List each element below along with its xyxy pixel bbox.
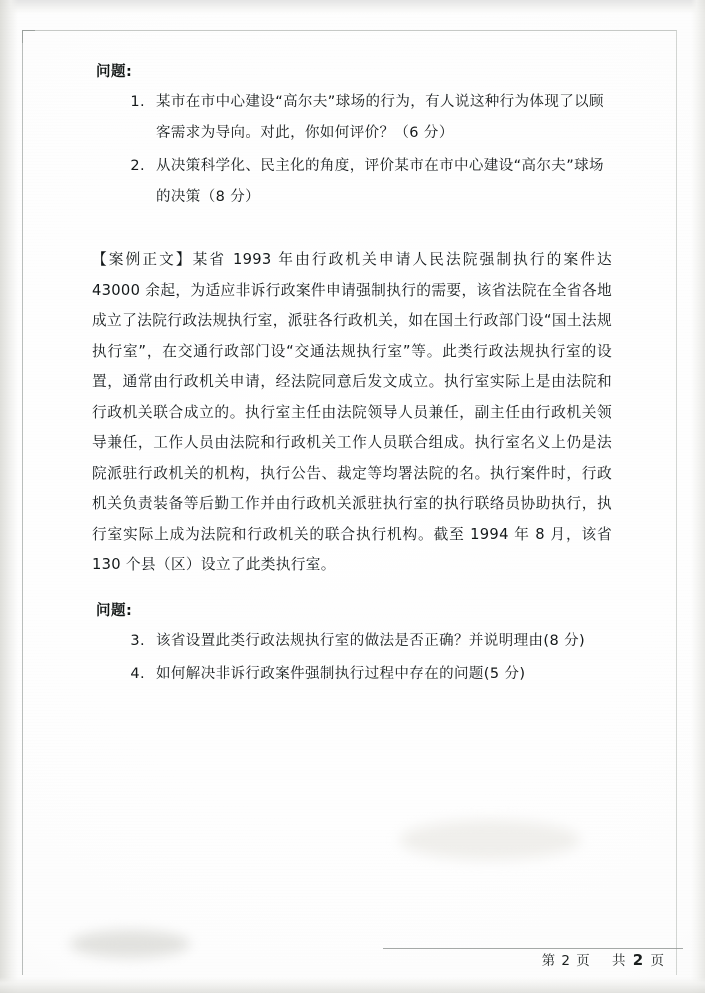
questions-section-one <box>92 60 612 213</box>
footer-page-suffix: 页 <box>650 953 665 969</box>
footer-total-label: 共 <box>611 953 627 969</box>
case-paragraph: 【案例正文】某省 1993 年由行政机关申请人民法院强制执行的案件达 43000 余起，为适应非诉行政案件申请强制执行的需要，该省法院在全省各地成立了法院行政法规执行室，派驻各行政机关，如在国土行政部门设“国土法规执行室”，在交通行政部门设“交通法规执行室”等。此类行政法规执行室的设置，通常由行政机关申请，经法院同意后发文成立。执行室实际上是由法院和行政机关联合成立的。执行室主任由法院领导人员兼任，副主任由行政机关领导兼任，工作人员由法院和行政机关工作人员联合组成。执行室名义上仍是法院派驻行政机关的机构，执行公告、裁定等均署法院的名。执行案件时，行政机关负责装备等后勤工作并由行政机关派驻执行室的执行联络员协助执行，执行室实际上成为法院和行政机关的联合执行机构。截至 1994 年 8 月，该省 130 个县（区）设立了此类执行室。 <box>92 251 612 573</box>
document-body <box>92 60 612 692</box>
footer-handwritten-page: 2 <box>632 951 645 969</box>
questions-section-two <box>92 599 612 690</box>
scan-edge-top <box>0 0 705 14</box>
list-item: 1. 某市在市中心建设“高尔夫”球场的行为，有人说这种行为体现了以顾客需求为导向。对此，你如何评价？（6 分） <box>150 87 612 149</box>
section-spacer <box>92 215 612 245</box>
list-item: 4. 如何解决非诉行政案件强制执行过程中存在的问题(5 分) <box>150 659 612 690</box>
scan-edge-left <box>0 0 18 993</box>
questions-label-first: 问题: <box>96 64 133 80</box>
scan-edge-bottom <box>0 977 705 993</box>
question-list-second <box>92 626 612 690</box>
question-list-first <box>92 87 612 213</box>
list-item: 3. 该省设置此类行政法规执行室的做法是否正确？并说明理由(8 分) <box>150 626 612 657</box>
section-spacer <box>92 581 612 599</box>
footer-page-number: 第 2 页 <box>541 953 591 969</box>
list-item: 2. 从决策科学化、民主化的角度，评价某市在市中心建设“高尔夫”球场的决策（8 分） <box>150 151 612 213</box>
questions-label-second: 问题: <box>96 602 133 619</box>
page-footer <box>542 949 665 969</box>
scan-edge-right <box>691 0 705 993</box>
